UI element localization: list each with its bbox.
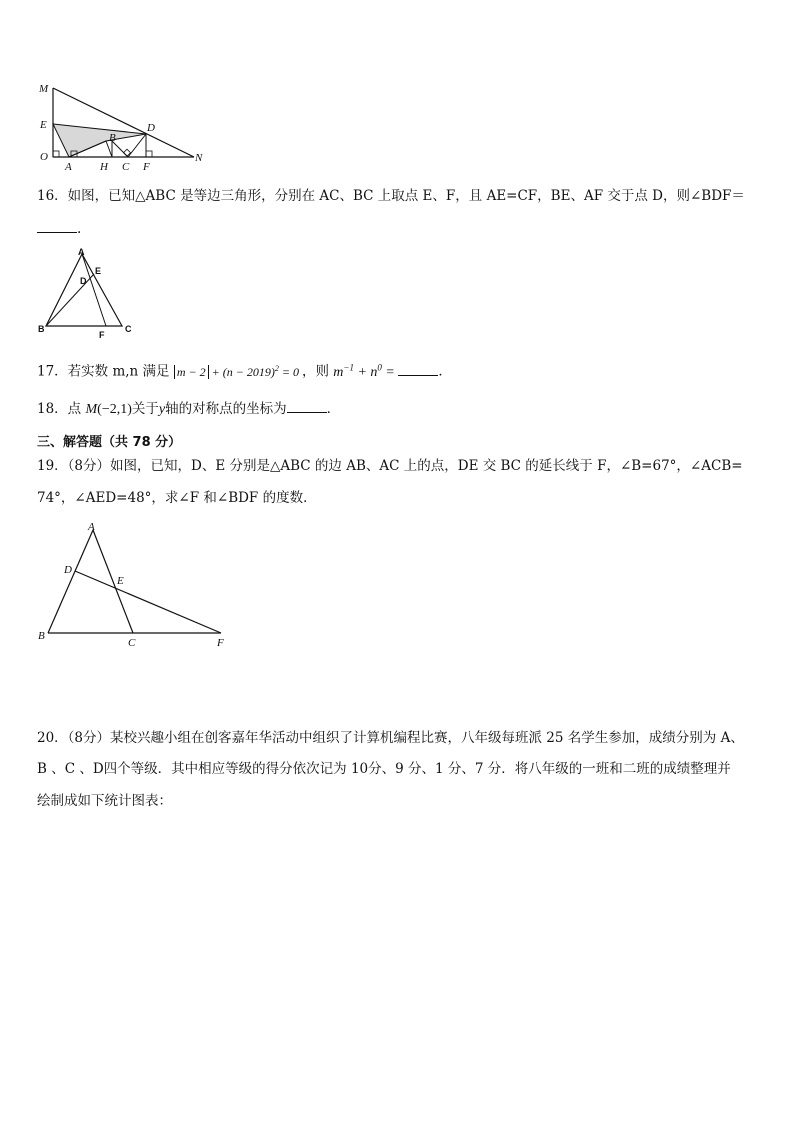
q17-nexp: 0 bbox=[377, 362, 382, 372]
label-n: N bbox=[195, 152, 203, 164]
q17-then: ，则 bbox=[301, 363, 329, 380]
q17-formula: $m - 2 + (n - 2019)^2 = 0$ bbox=[174, 365, 302, 379]
question-16 bbox=[37, 186, 745, 206]
q18-coord: (−2,1) bbox=[97, 402, 132, 417]
section-3-title: 三、解答题（共 78 分） bbox=[37, 435, 182, 450]
q17-tail: ． bbox=[438, 363, 452, 380]
question-19-line2: 74°，∠AED=48°，求∠F 和∠BDF 的度数． bbox=[37, 490, 317, 506]
label-f: F bbox=[143, 161, 150, 172]
q18-blank bbox=[287, 398, 327, 413]
label-b: B bbox=[38, 630, 45, 642]
label-e: E bbox=[117, 575, 124, 587]
q17-m: m bbox=[333, 364, 344, 380]
label-c: C bbox=[128, 637, 136, 649]
label-h: H bbox=[100, 161, 108, 172]
label-f: F bbox=[99, 330, 105, 338]
q18-prefix: 18．点 bbox=[37, 401, 82, 417]
label-c: C bbox=[122, 161, 130, 172]
label-b: B bbox=[38, 324, 45, 334]
label-f: F bbox=[217, 637, 224, 649]
label-m: M bbox=[39, 83, 49, 95]
q17-expr bbox=[333, 362, 398, 380]
label-a: A bbox=[88, 521, 95, 533]
question-20-line3: 绘制成如下统计图表： bbox=[37, 793, 172, 809]
label-d: D bbox=[64, 564, 72, 576]
q16-blank bbox=[37, 218, 77, 233]
q18-tail: ． bbox=[326, 401, 341, 417]
question-18 bbox=[37, 398, 340, 420]
q17-exp: 2 bbox=[274, 363, 279, 373]
question-20-line1: 20．（8分）某校兴趣小组在创客嘉年华活动中组织了计算机编程比赛，八年级每班派 25 名学生参加，成绩分别为 A、 bbox=[37, 730, 744, 746]
figure-q19 bbox=[36, 518, 236, 652]
label-c: C bbox=[125, 324, 132, 334]
q18-point: M bbox=[85, 402, 98, 417]
q17-blank bbox=[398, 361, 438, 376]
q17-mid: + bbox=[208, 364, 223, 379]
question-19-line1: 19．（8分）如图，已知，D、E 分别是△ABC 的边 AB、AC 上的点，DE 交 BC 的延长线于 F，∠B=67°，∠ACB= bbox=[37, 458, 743, 474]
question-20-line2: B 、C 、D四个等级．其中相应等级的得分依次记为 10分、9 分、1 分、7 分．将八年级的一班和二班的成绩整理并 bbox=[37, 761, 731, 777]
triangle-abc bbox=[46, 254, 122, 326]
label-d: D bbox=[80, 276, 87, 286]
q17-n: n bbox=[370, 364, 378, 380]
label-o: O bbox=[40, 151, 48, 163]
q17-mexp: −1 bbox=[343, 362, 354, 372]
q17-eq: = 0 bbox=[278, 364, 299, 379]
label-e: E bbox=[95, 266, 102, 276]
q18-mid: 关于 bbox=[131, 401, 159, 417]
q17-sq: n − 2019 bbox=[226, 364, 271, 379]
figure-q16 bbox=[36, 246, 136, 338]
figure-q15 bbox=[36, 80, 216, 172]
q17-abs: m − 2 bbox=[174, 365, 209, 379]
q18-suffix: 轴的对称点的坐标为 bbox=[165, 401, 287, 417]
q18-axis: y bbox=[158, 402, 166, 417]
q17-plus: + bbox=[353, 364, 371, 380]
question-17 bbox=[37, 357, 452, 383]
q16-answer-line bbox=[37, 218, 81, 239]
q16-tail: . bbox=[77, 221, 82, 237]
label-a: A bbox=[65, 161, 72, 172]
label-b: B bbox=[109, 132, 116, 144]
label-e: E bbox=[40, 119, 47, 131]
q16-text: 16．如图，已知△ABC 是等边三角形，分别在 AC、BC 上取点 E、F，且 AE=CF，BE、AF 交于点 D，则∠BDF＝ bbox=[37, 188, 745, 204]
q17-prefix: 17．若实数 m,n 满足 bbox=[37, 363, 170, 380]
q17-eq2: = bbox=[381, 364, 395, 380]
label-a: A bbox=[78, 247, 85, 257]
label-d: D bbox=[147, 122, 155, 134]
